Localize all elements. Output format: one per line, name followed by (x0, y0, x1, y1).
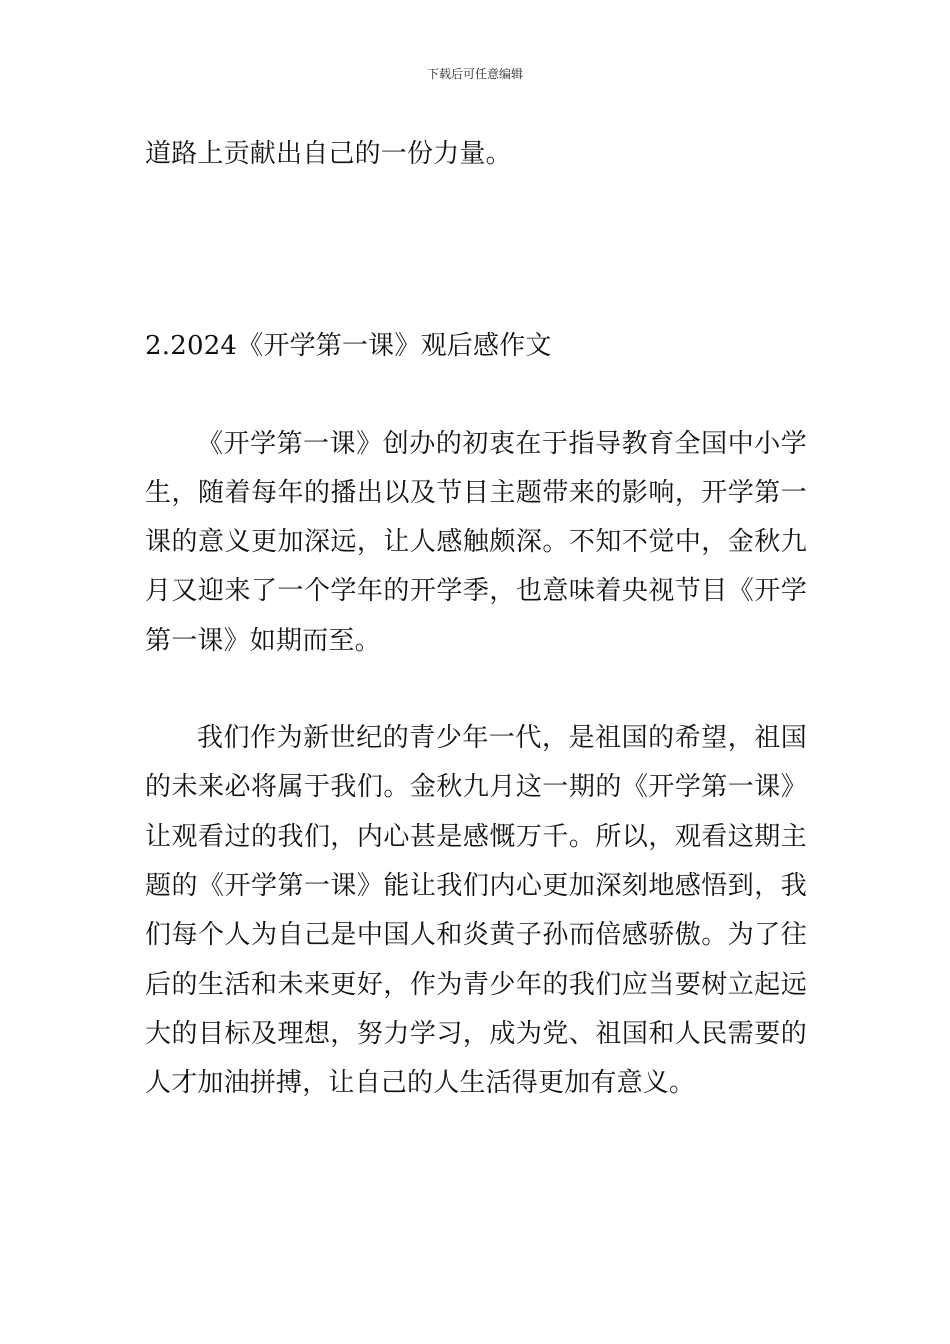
document-body (145, 130, 807, 1108)
spacer (145, 179, 807, 322)
spacer (145, 666, 807, 714)
section-title: 2.2024《开学第一课》观后感作文 (145, 331, 552, 362)
spacer (145, 372, 807, 420)
continuation-paragraph: 道路上贡献出自己的一份力量。 (145, 139, 512, 169)
page-header: 下载后可任意编辑 (426, 67, 523, 81)
body-paragraph: 《开学第一课》创办的初衷在于指导教育全国中小学生，随着每年的播出以及节目主题带来的影响，开学第一课的意义更加深远，让人感触颇深。不知不觉中，金秋九月又迎来了一个学年的开学季，也意味着央视节目《开学第一课》如期而至。 (145, 428, 807, 656)
body-paragraph: 我们作为新世纪的青少年一代，是祖国的希望，祖国的未来必将属于我们。金秋九月这一期的《开学第一课》让观看过的我们，内心甚是感慨万千。所以，观看这期主题的《开学第一课》能让我们内心更加深刻地感悟到，我们每个人为自己是中国人和炎黄子孙而倍感骄傲。为了往后的生活和未来更好，作为青少年的我们应当要树立起远大的目标及理想，努力学习，成为党、祖国和人民需要的人才加油拼搏，让自己的人生活得更加有意义。 (145, 723, 807, 1099)
